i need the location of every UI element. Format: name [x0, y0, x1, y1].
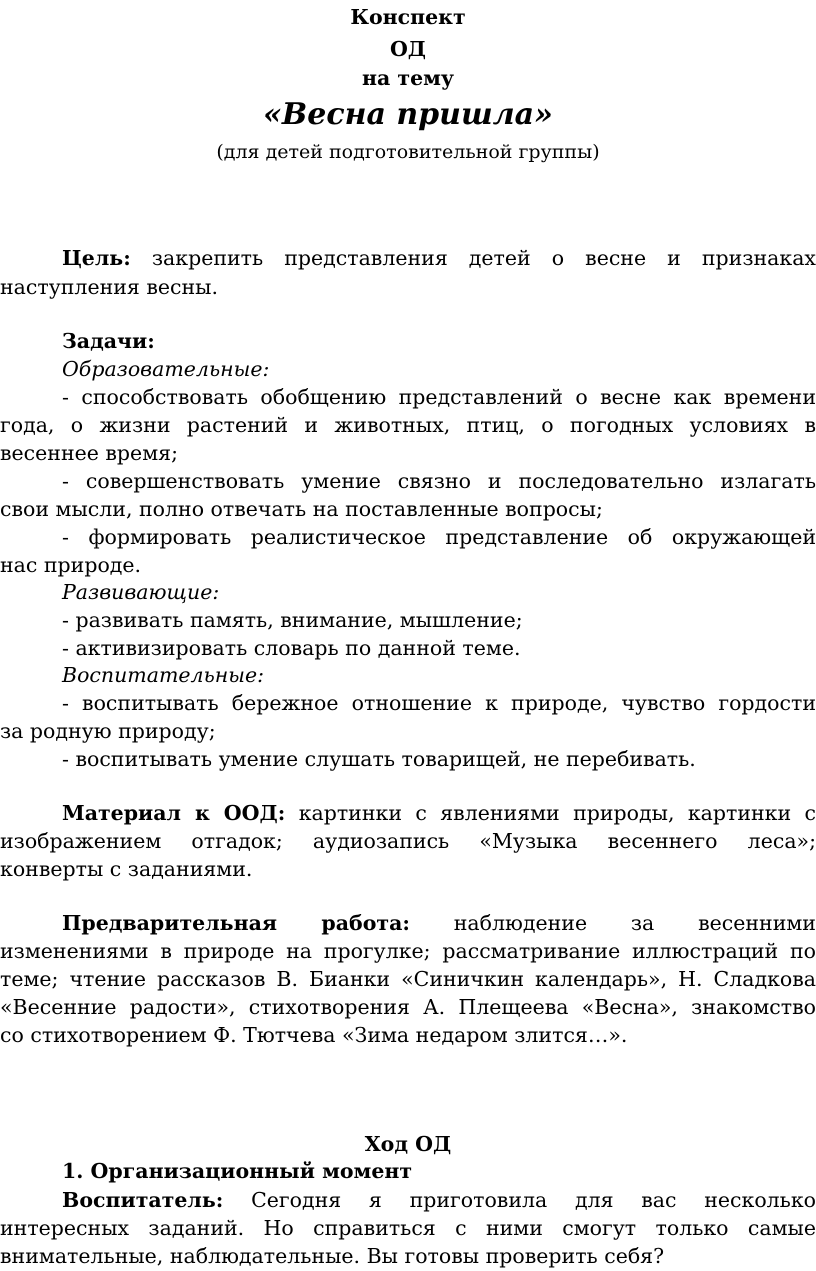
material-label: Материал к ООД: [62, 801, 286, 825]
audience-subtitle: (для детей подготовительной группы) [216, 141, 600, 163]
section-1-heading: 1. Организационный момент [62, 1159, 413, 1183]
edu-item-3-line-2: нас природе. [0, 553, 142, 577]
edu-item-2-line-2: свои мысли, полно отвечать на поставленные вопросы; [0, 497, 603, 521]
upbringing-heading: Воспитательные: [62, 663, 264, 687]
goal-text: закрепить представления детей о весне и признаках [151, 246, 816, 270]
edu-item-1-line-2: года, о жизни растений и животных, птиц, о погодных условиях в [0, 413, 816, 437]
edu-item-1-line-1: - способствовать обобщению представлений о весне как времени [62, 385, 816, 409]
prework-line-2: изменениями в природе на прогулке; рассматривание иллюстраций по [0, 939, 816, 963]
prework-line-3: теме; чтение рассказов В. Бианки «Синичкин календарь», Н. Сладкова [0, 967, 816, 991]
up-item-1-line-2: за родную природу; [0, 719, 216, 743]
developmental-heading: Развивающие: [62, 580, 220, 604]
topic-title: «Весна пришла» [263, 97, 553, 132]
material-text: картинки с явлениями природы, картинки с [298, 801, 816, 825]
material-line-1 [62, 799, 816, 828]
edu-item-3-line-1: - формировать реалистическое представление об окружающей [62, 525, 816, 549]
material-line-2: изображением отгадок; аудиозапись «Музыка весеннего леса»; [0, 829, 816, 853]
topic-intro: на тему [361, 66, 455, 90]
educational-heading: Образовательные: [62, 357, 270, 381]
course-line-2: интересных заданий. Но справиться с ними смогут только самые [0, 1216, 816, 1240]
prework-label: Предварительная работа: [62, 911, 410, 935]
goal-line-2: наступления весны. [0, 275, 219, 299]
prework-line-1 [62, 909, 816, 938]
goal-line-1 [62, 244, 816, 273]
up-item-2: - воспитывать умение слушать товарищей, не перебивать. [62, 747, 696, 771]
course-line-3: внимательные, наблюдательные. Вы готовы проверить себя? [0, 1244, 665, 1268]
dev-item-1: - развивать память, внимание, мышление; [62, 608, 523, 632]
prework-text: наблюдение за весенними [453, 911, 816, 935]
edu-item-1-line-3: весеннее время; [0, 441, 178, 465]
speaker-text: Сегодня я приготовила для вас несколько [251, 1188, 816, 1212]
course-heading: Ход ОД [364, 1132, 452, 1156]
goal-label: Цель: [62, 246, 131, 270]
doc-type-title: Конспект [350, 5, 466, 29]
material-line-3: конверты с заданиями. [0, 857, 253, 881]
course-line-1 [62, 1186, 816, 1215]
speaker-label: Воспитатель: [62, 1188, 224, 1212]
tasks-label: Задачи: [62, 329, 155, 353]
prework-line-5: со стихотворением Ф. Тютчева «Зима недаром злится…». [0, 1023, 628, 1047]
doc-type-abbrev: ОД [389, 37, 427, 61]
up-item-1-line-1: - воспитывать бережное отношение к природе, чувство гордости [62, 691, 816, 715]
dev-item-2: - активизировать словарь по данной теме. [62, 636, 521, 660]
edu-item-2-line-1: - совершенствовать умение связно и последовательно излагать [62, 469, 816, 493]
prework-line-4: «Весенние радости», стихотворения А. Плещеева «Весна», знакомство [0, 995, 816, 1019]
